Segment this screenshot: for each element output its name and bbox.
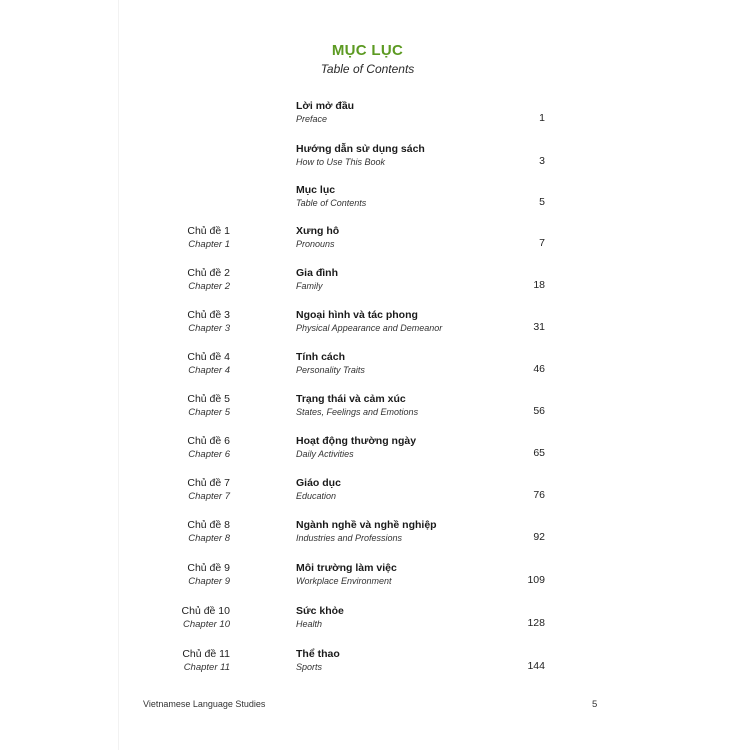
page-number: 76: [533, 489, 545, 501]
page-number: 92: [533, 531, 545, 543]
page-number: 46: [533, 363, 545, 375]
toc-entry-chapter-2[interactable]: [0, 267, 750, 297]
topic-title: Ngoại hình và tác phong Physical Appearance and Demeanor: [296, 309, 443, 333]
chapter-label: Chủ đề 7 Chapter 7: [187, 477, 230, 502]
toc-entry-chapter-7[interactable]: [0, 477, 750, 507]
toc-entry-chapter-11[interactable]: [0, 648, 750, 678]
footer-book-title: Vietnamese Language Studies: [143, 699, 266, 709]
toc-entry-chapter-6[interactable]: [0, 435, 750, 465]
topic-title: Hoạt động thường ngày Daily Activities: [296, 435, 417, 459]
topic-title: Thể thao Sports: [296, 648, 340, 672]
toc-entry-chapter-8[interactable]: [0, 519, 750, 549]
toc-entry-contents[interactable]: [0, 184, 750, 214]
topic-title: Trạng thái và cảm xúc States, Feelings and Emotions: [296, 393, 419, 417]
page-subtitle: Table of Contents: [320, 62, 415, 76]
page-number: 109: [527, 574, 545, 586]
page-number: 65: [533, 447, 545, 459]
page-number: 3: [539, 155, 545, 167]
chapter-label: Chủ đề 6 Chapter 6: [187, 435, 230, 460]
toc-entry-chapter-4[interactable]: [0, 351, 750, 381]
chapter-label: Chủ đề 2 Chapter 2: [187, 267, 230, 292]
chapter-label: Chủ đề 10 Chapter 10: [181, 605, 230, 630]
topic-title: Giáo dục Education: [296, 477, 341, 501]
toc-entry-chapter-1[interactable]: [0, 225, 750, 255]
page-number: 5: [539, 196, 545, 208]
toc-entry-preface[interactable]: [0, 100, 750, 130]
topic-title: Ngành nghề và nghề nghiệp Industries and Professions: [296, 519, 437, 543]
topic-title: Xưng hô Pronouns: [296, 225, 340, 249]
toc-entry-chapter-5[interactable]: [0, 393, 750, 423]
toc-entry-chapter-9[interactable]: [0, 562, 750, 592]
topic-title: Lời mở đầu Preface: [296, 100, 355, 124]
chapter-label: Chủ đề 9 Chapter 9: [187, 562, 230, 587]
chapter-label: Chủ đề 1 Chapter 1: [187, 225, 230, 250]
topic-title: Hướng dẫn sử dụng sách How to Use This Book: [296, 143, 425, 167]
page-number: 7: [539, 237, 545, 249]
chapter-label: Chủ đề 11 Chapter 11: [182, 648, 230, 673]
page-title: MỤC LỤC: [331, 42, 404, 59]
page-number: 144: [527, 660, 545, 672]
toc-entry-how-to-use[interactable]: [0, 143, 750, 173]
footer-page-number: 5: [592, 699, 598, 710]
page-number: 128: [527, 617, 545, 629]
page-number: 31: [533, 321, 545, 333]
topic-title: Sức khỏe Health: [296, 605, 344, 629]
page-number: 18: [533, 279, 545, 291]
topic-title: Mục lục Table of Contents: [296, 184, 367, 208]
chapter-label: Chủ đề 3 Chapter 3: [187, 309, 230, 334]
page-number: 56: [533, 405, 545, 417]
topic-title: Môi trường làm việc Workplace Environment: [296, 562, 397, 586]
toc-entry-chapter-10[interactable]: [0, 605, 750, 635]
chapter-label: Chủ đề 4 Chapter 4: [187, 351, 230, 376]
topic-title: Tính cách Personality Traits: [296, 351, 365, 375]
toc-entry-chapter-3[interactable]: [0, 309, 750, 339]
chapter-label: Chủ đề 8 Chapter 8: [187, 519, 230, 544]
topic-title: Gia đình Family: [296, 267, 338, 291]
page-number: 1: [539, 112, 545, 124]
chapter-label: Chủ đề 5 Chapter 5: [187, 393, 230, 418]
